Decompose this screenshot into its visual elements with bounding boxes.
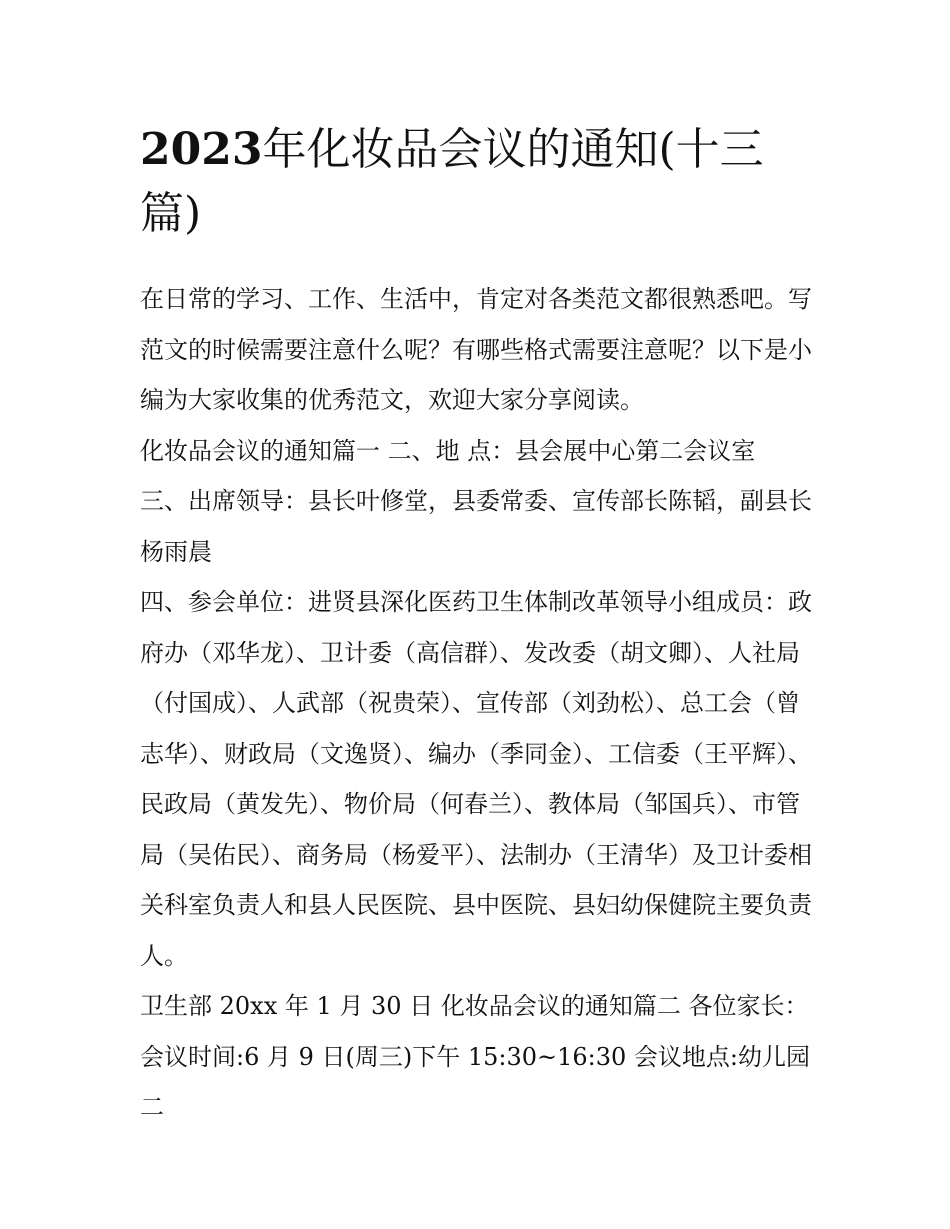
paragraph-location: 化妆品会议的通知篇一 二、地 点：县会展中心第二会议室: [140, 436, 756, 465]
title-text: 年化妆品会议的通知(十三篇): [140, 124, 764, 239]
paragraph-meeting-time: 会议时间:6 月 9 日(周三)下午 15:30~16:30 会议地点:幼儿园二: [140, 1042, 811, 1121]
paragraph-signoff: 卫生部 20xx 年 1 月 30 日 化妆品会议的通知篇二 各位家长：: [140, 992, 809, 1020]
document-title: [140, 118, 820, 246]
title-year: 2023: [140, 124, 263, 175]
paragraph-units: 四、参会单位：进贤县深化医药卫生体制改革领导小组成员：政府办（邓华龙）、卫计委（高信群）、发改委（胡文卿）、人社局（付国成）、人武部（祝贵荣）、宣传部（刘劲松）、总工会（曾志华）、财政局（文逸贤）、编办（季同金）、工信委（王平辉）、民政局（黄发先）、物价局（何春兰）、教体局（邹国兵）、市管局（吴佑民）、商务局（杨爱平）、法制办（王清华）及卫计委相关科室负责人和县人民医院、县中医院、县妇幼保健院主要负责人。: [140, 588, 812, 970]
document-body: [140, 274, 820, 1133]
paragraph-intro: 在日常的学习、工作、生活中，肯定对各类范文都很熟悉吧。写范文的时候需要注意什么呢？有哪些格式需要注意呢？以下是小编为大家收集的优秀范文，欢迎大家分享阅读。: [140, 285, 812, 414]
paragraph-leaders: 三、出席领导：县长叶修堂，县委常委、宣传部长陈韬，副县长杨雨晨: [140, 487, 812, 566]
